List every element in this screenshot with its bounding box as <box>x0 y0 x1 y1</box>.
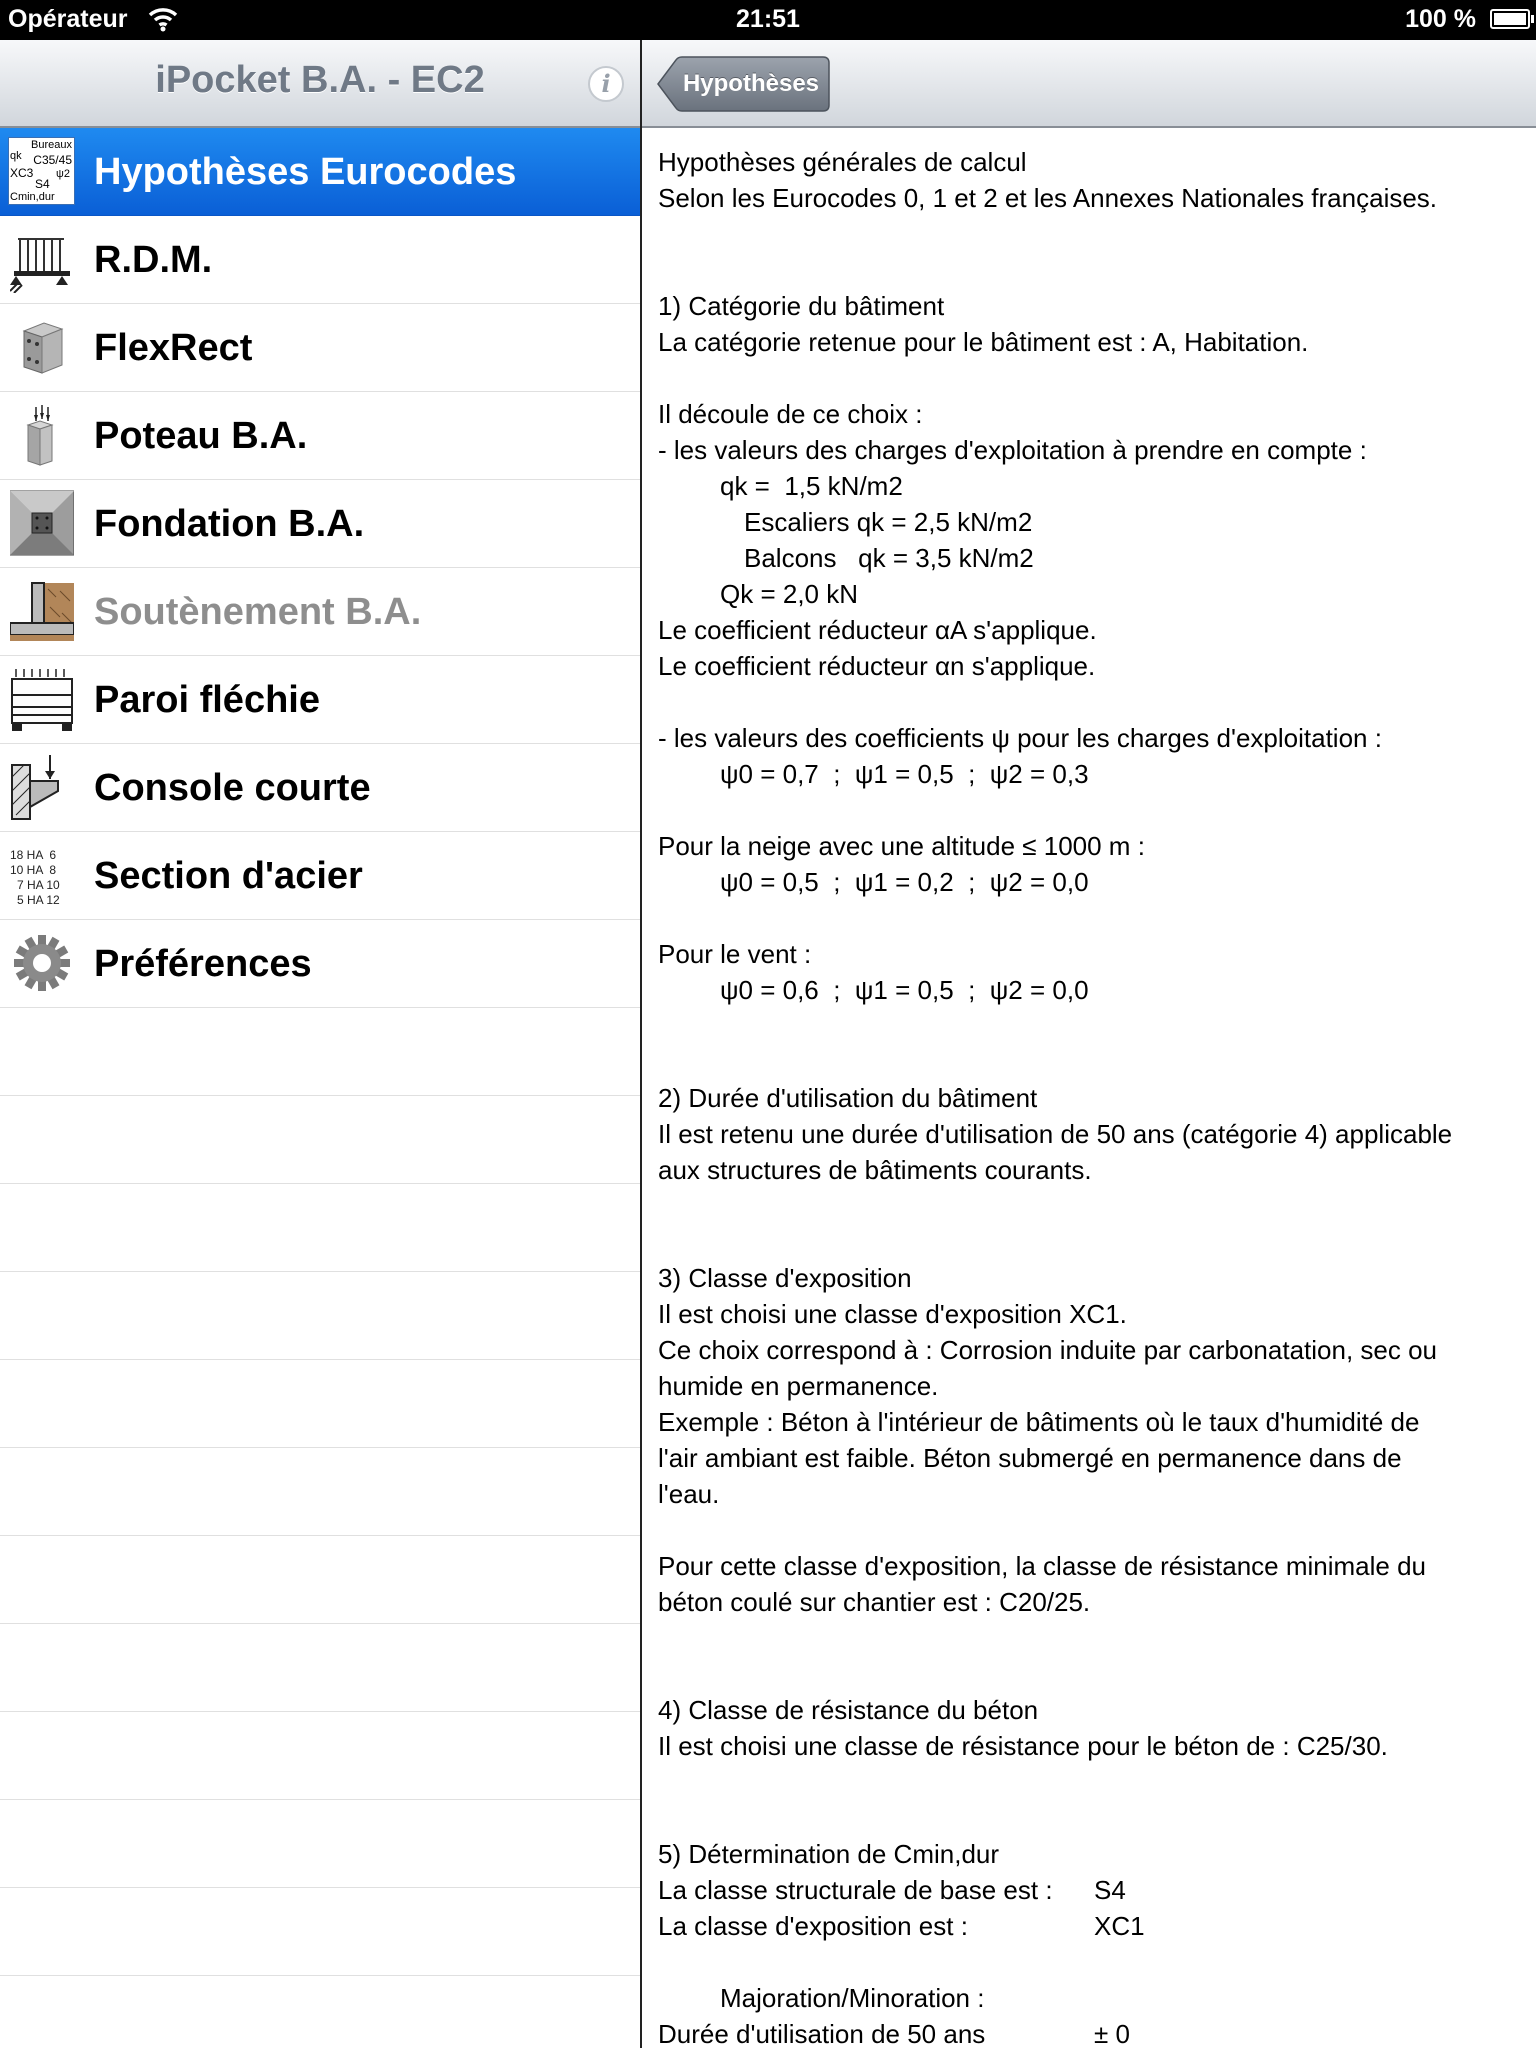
list-item-label: Préférences <box>94 943 312 985</box>
master-navigation-bar <box>0 40 640 128</box>
list-item-rdm[interactable] <box>0 216 640 304</box>
list-item-fondation[interactable] <box>0 480 640 568</box>
text-line: Hypothèses générales de calcul <box>658 147 1027 177</box>
text-line: Il découle de ce choix : <box>658 399 923 429</box>
text-line: Le coefficient réducteur αA s'applique. <box>658 615 1097 645</box>
text-line: La catégorie retenue pour le bâtiment est : A, Habitation. <box>658 327 1309 357</box>
list-item-paroi-flechie[interactable] <box>0 656 640 744</box>
text-line: ψ0 = 0,6 ; ψ1 = 0,5 ; ψ2 = 0,0 <box>720 975 1089 1005</box>
list-item-hypotheses-eurocodes[interactable] <box>0 128 640 216</box>
hypotheses-icon-text: ψ2 <box>56 168 70 180</box>
empty-row <box>0 1888 640 1976</box>
empty-row <box>0 1360 640 1448</box>
section-title: 3) Classe d'exposition <box>658 1263 912 1293</box>
steel-icon-line: 10 HA 8 <box>10 863 57 877</box>
deep-beam-icon <box>10 665 74 733</box>
hypotheses-icon <box>8 137 75 205</box>
master-pane <box>0 40 640 2048</box>
hypotheses-icon-text: Cmin,dur <box>10 191 55 203</box>
back-button[interactable] <box>656 56 830 112</box>
empty-row <box>0 1712 640 1800</box>
text-line: Ce choix correspond à : Corrosion induite par carbonatation, sec ou <box>658 1335 1437 1365</box>
section-title: 4) Classe de résistance du béton <box>658 1695 1039 1725</box>
text-line: ψ0 = 0,7 ; ψ1 = 0,5 ; ψ2 = 0,3 <box>720 759 1089 789</box>
text-line: Exemple : Béton à l'intérieur de bâtiments où le taux d'humidité de <box>658 1407 1420 1437</box>
text-line: Pour cette classe d'exposition, la classe de résistance minimale du <box>658 1551 1427 1581</box>
hypotheses-icon-text: C35/45 <box>33 153 72 167</box>
text-line: ψ0 = 0,5 ; ψ1 = 0,2 ; ψ2 = 0,0 <box>720 867 1089 897</box>
text-line: Il est retenu une durée d'utilisation de 50 ans (catégorie 4) applicable <box>658 1119 1453 1149</box>
empty-row <box>0 1624 640 1712</box>
list-item-label: Paroi fléchie <box>94 679 320 721</box>
status-time: 21:51 <box>736 5 800 33</box>
list-item-console-courte[interactable] <box>0 744 640 832</box>
list-item-label: Fondation B.A. <box>94 503 365 545</box>
text-line: Pour le vent : <box>658 939 812 969</box>
label-text: La classe d'exposition est : <box>658 1911 968 1941</box>
empty-row <box>0 1976 640 2048</box>
steel-icon-line: 18 HA 6 <box>10 848 57 862</box>
beam-icon <box>10 225 74 293</box>
rect-section-icon <box>10 313 74 381</box>
text-line: l'eau. <box>658 1479 720 1509</box>
corbel-icon <box>10 753 74 821</box>
list-item-flexrect[interactable] <box>0 304 640 392</box>
list-item-label: Soutènement B.A. <box>94 591 422 633</box>
list-item-label: Section d'acier <box>94 855 363 897</box>
status-bar <box>0 0 1536 40</box>
list-item-section-acier[interactable] <box>0 832 640 920</box>
text-line: Il est choisi une classe d'exposition XC1. <box>658 1299 1127 1329</box>
value-text: XC1 <box>1094 1911 1145 1941</box>
text-line <box>658 2016 1528 2048</box>
label-text: Durée d'utilisation de 50 ans <box>658 2019 986 2048</box>
foundation-icon <box>10 489 74 557</box>
empty-row <box>0 1272 640 1360</box>
hypotheses-icon-text: qk <box>10 150 22 162</box>
label-text: La classe structurale de base est : <box>658 1875 1053 1905</box>
steel-icon-line: 7 HA 10 <box>17 878 60 892</box>
battery-icon <box>1490 9 1530 29</box>
module-list <box>0 128 640 2048</box>
text-line: humide en permanence. <box>658 1371 939 1401</box>
hypotheses-text <box>658 144 1528 2048</box>
list-item-soutenement[interactable] <box>0 568 640 656</box>
text-line <box>658 1908 1528 1944</box>
list-item-label: R.D.M. <box>94 239 213 281</box>
text-line: Selon les Eurocodes 0, 1 et 2 et les Annexes Nationales françaises. <box>658 183 1438 213</box>
carrier-label: Opérateur <box>8 5 128 33</box>
empty-row <box>0 1008 640 1096</box>
steel-icon-line: 5 HA 12 <box>17 893 60 907</box>
section-title: 1) Catégorie du bâtiment <box>658 291 945 321</box>
section-title: 2) Durée d'utilisation du bâtiment <box>658 1083 1038 1113</box>
gear-icon <box>10 929 74 997</box>
empty-row <box>0 1800 640 1888</box>
steel-section-icon <box>10 848 74 916</box>
text-line: Pour la neige avec une altitude ≤ 1000 m : <box>658 831 1145 861</box>
empty-row <box>0 1184 640 1272</box>
value-text: ± 0 <box>1094 2019 1130 2048</box>
app-title: iPocket B.A. - EC2 <box>155 59 485 101</box>
value-text: S4 <box>1094 1875 1126 1905</box>
text-line: l'air ambiant est faible. Béton submergé en permanence dans de <box>658 1443 1402 1473</box>
text-line: Majoration/Minoration : <box>720 1983 985 2013</box>
text-line: aux structures de bâtiments courants. <box>658 1155 1092 1185</box>
hypotheses-icon-text: Bureaux <box>31 139 72 151</box>
list-item-label: Poteau B.A. <box>94 415 308 457</box>
empty-row <box>0 1096 640 1184</box>
empty-row <box>0 1448 640 1536</box>
list-item-poteau[interactable] <box>0 392 640 480</box>
back-button-label: Hypothèses <box>682 70 820 97</box>
text-line: Escaliers qk = 2,5 kN/m2 <box>744 507 1033 537</box>
text-line: - les valeurs des charges d'exploitation à prendre en compte : <box>658 435 1367 465</box>
text-line: - les valeurs des coefficients ψ pour les charges d'exploitation : <box>658 723 1382 753</box>
battery-percent: 100 % <box>1405 5 1476 33</box>
section-title: 5) Détermination de Cmin,dur <box>658 1839 1000 1869</box>
list-item-label: Console courte <box>94 767 371 809</box>
hypotheses-icon-text: XC3 <box>10 166 34 180</box>
list-item-label: Hypothèses Eurocodes <box>94 151 517 193</box>
text-line: Qk = 2,0 kN <box>720 579 858 609</box>
text-line: Il est choisi une classe de résistance pour le béton de : C25/30. <box>658 1731 1388 1761</box>
list-item-preferences[interactable] <box>0 920 640 1008</box>
text-line: qk = 1,5 kN/m2 <box>720 471 903 501</box>
info-button[interactable]: i <box>588 66 624 102</box>
text-line <box>658 1872 1528 1908</box>
detail-navigation-bar <box>642 40 1536 128</box>
hypotheses-icon-text: S4 <box>35 177 50 191</box>
detail-pane <box>642 40 1536 2048</box>
text-line: Balcons qk = 3,5 kN/m2 <box>744 543 1034 573</box>
text-line: béton coulé sur chantier est : C20/25. <box>658 1587 1091 1617</box>
empty-row <box>0 1536 640 1624</box>
column-icon <box>10 401 74 469</box>
list-item-label: FlexRect <box>94 327 253 369</box>
retaining-wall-icon <box>10 577 74 645</box>
text-line: Le coefficient réducteur αn s'applique. <box>658 651 1096 681</box>
